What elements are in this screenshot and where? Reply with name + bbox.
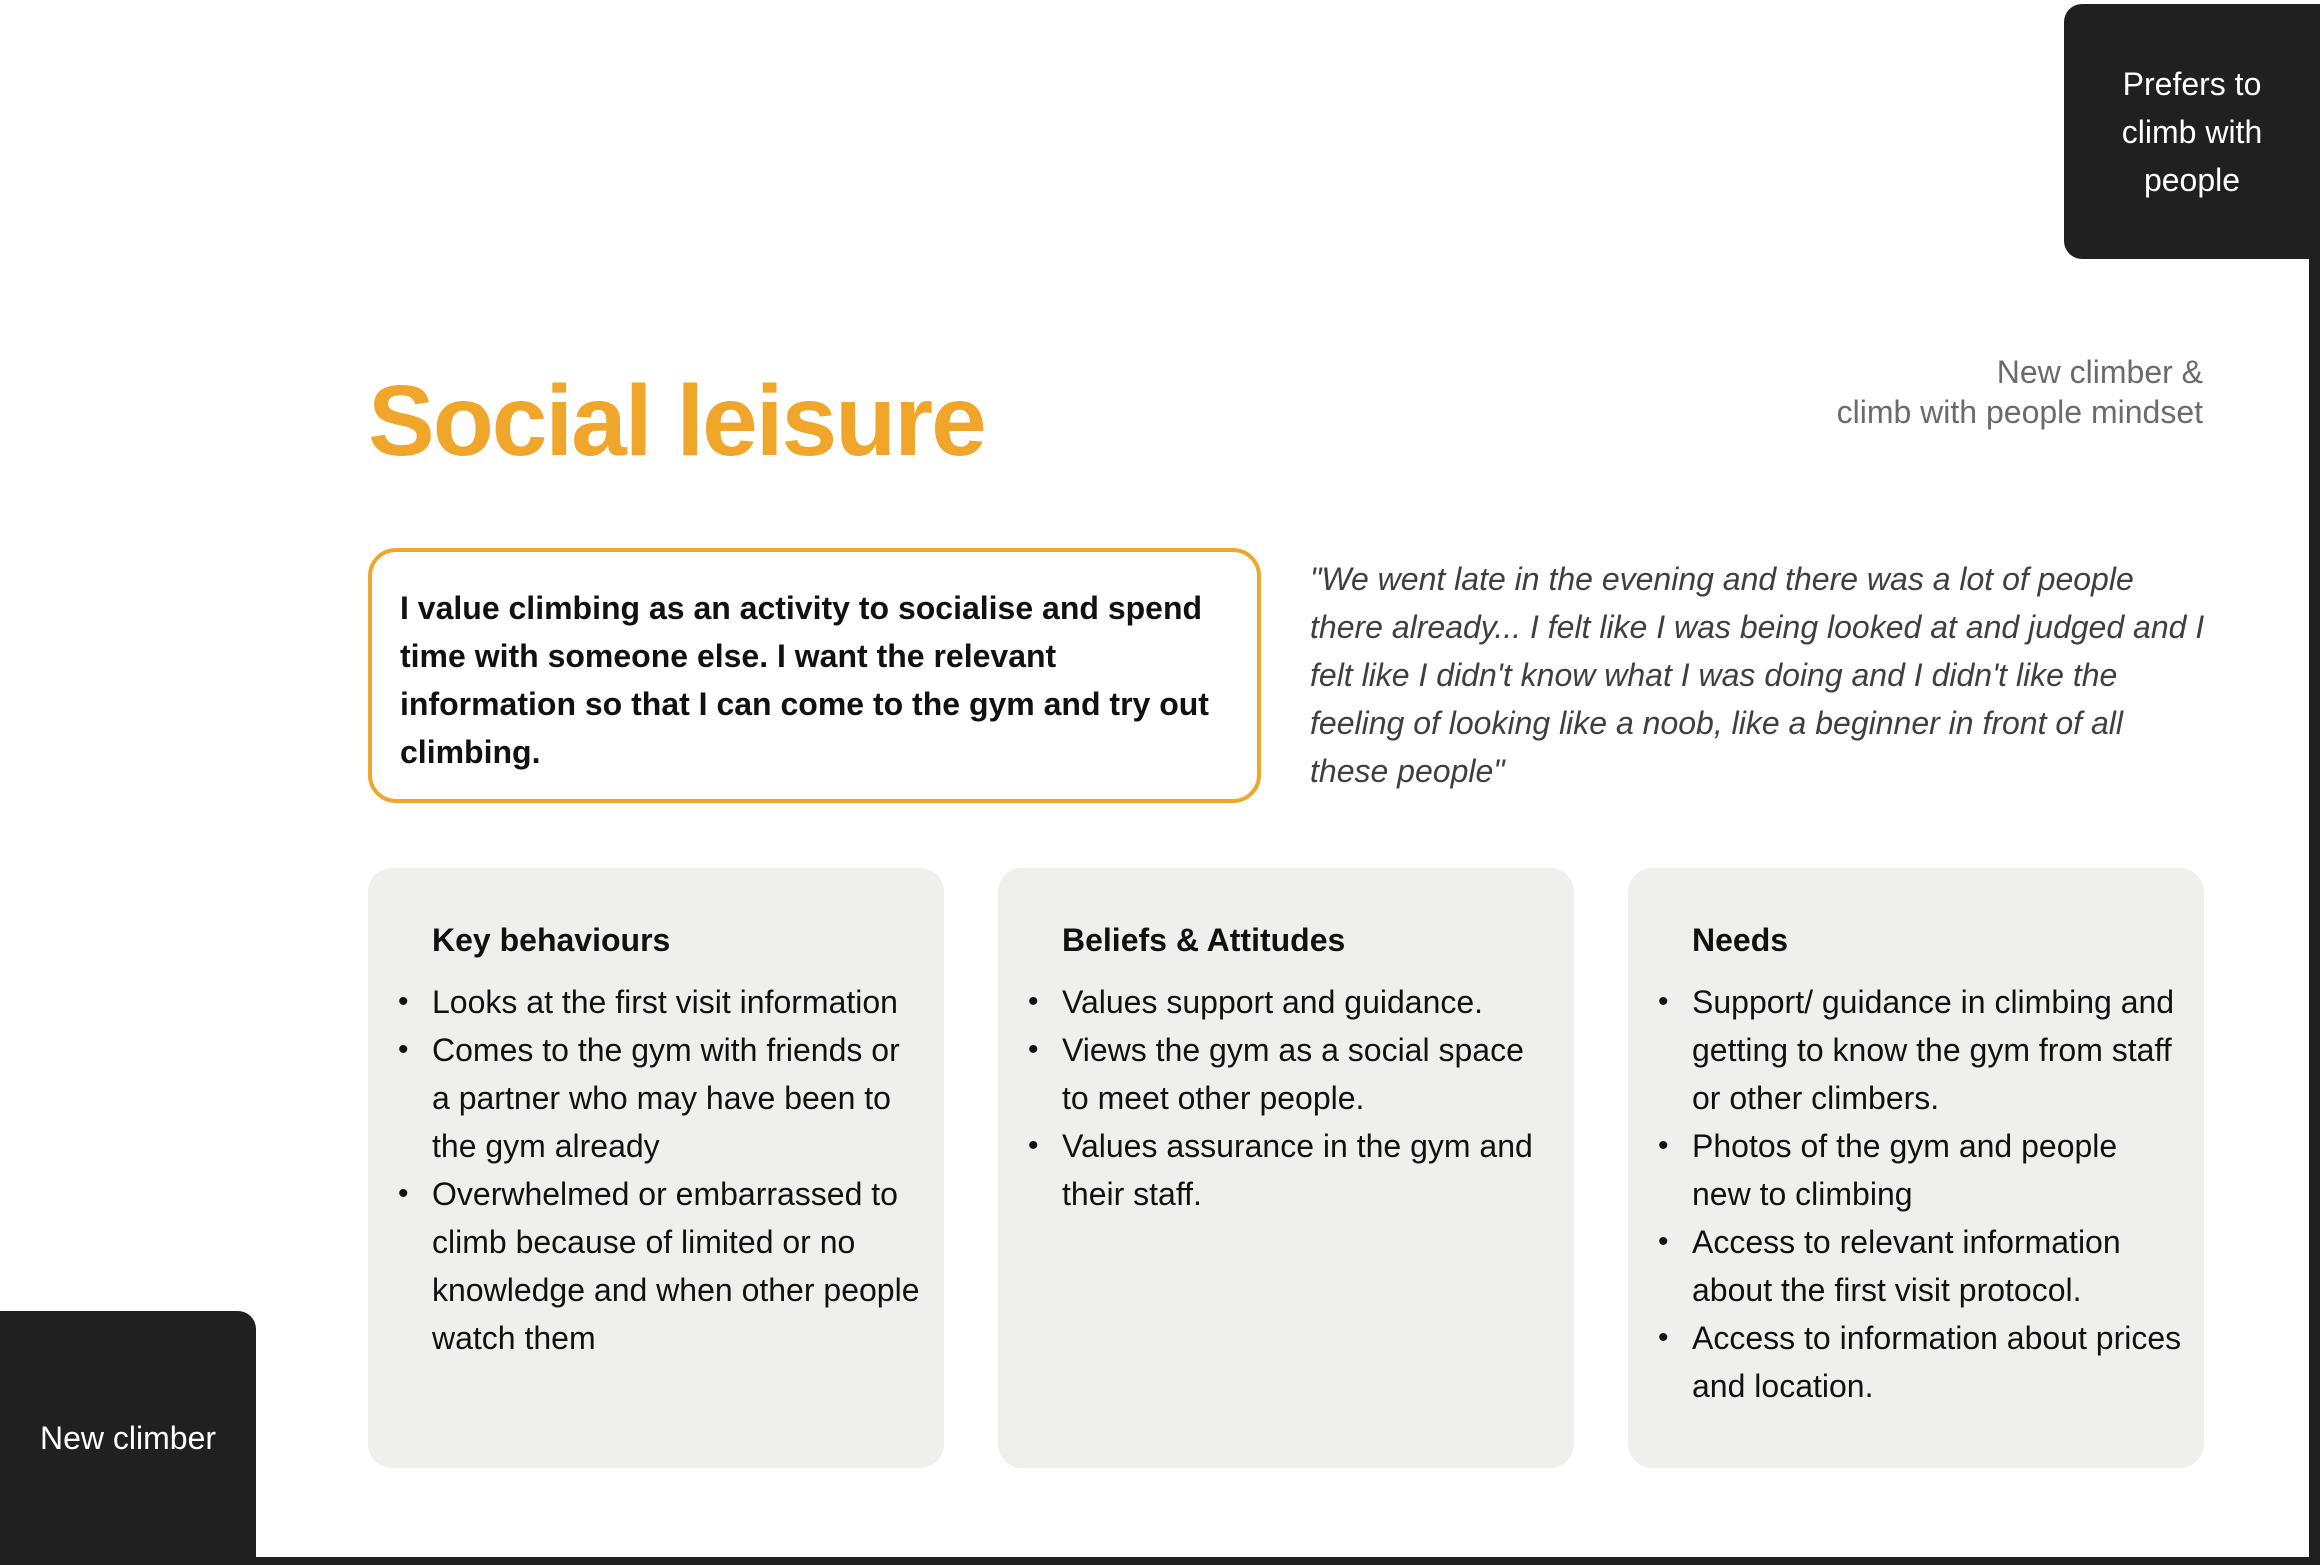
needs-card <box>1628 868 2204 1468</box>
frame-edge-right <box>2309 255 2320 1565</box>
card-heading: Beliefs & Attitudes <box>1062 922 1346 958</box>
persona-statement: I value climbing as an activity to socialise and spend time with someone else. I want the relevant information so that I can come to the gym and try out climbing. <box>368 548 1261 803</box>
list-item: • Values support and guidance. <box>1062 978 1554 1026</box>
card-list <box>1062 978 1554 1218</box>
list-item: • Photos of the gym and people new to climbing <box>1692 1122 2184 1218</box>
list-item: • Values assurance in the gym and their staff. <box>1062 1122 1554 1218</box>
page-title: Social leisure <box>368 365 985 477</box>
mindset-tag-label: Prefers to climb with people <box>2121 65 2263 198</box>
list-item: • Comes to the gym with friends or a partner who may have been to the gym already <box>432 1026 924 1170</box>
persona-type-tag-label: New climber <box>39 1419 217 1456</box>
list-item: • Views the gym as a social space to meet other people. <box>1062 1026 1554 1122</box>
subtitle-line-1: New climber & <box>1996 354 2203 390</box>
list-item: • Looks at the first visit information <box>432 978 924 1026</box>
subtitle-line-2: climb with people mindset <box>1836 394 2203 430</box>
persona-subtitle <box>1643 352 2203 432</box>
card-heading: Needs <box>1692 922 1789 958</box>
mindset-tag <box>2064 4 2320 259</box>
key-behaviours-card <box>368 868 944 1468</box>
frame-edge-bottom <box>250 1557 2320 1565</box>
list-item: • Overwhelmed or embarrassed to climb because of limited or no knowledge and when other people watch them <box>432 1170 924 1362</box>
card-list <box>432 978 924 1362</box>
beliefs-attitudes-card <box>998 868 1574 1468</box>
list-item: • Access to relevant information about the first visit protocol. <box>1692 1218 2184 1314</box>
card-heading: Key behaviours <box>432 922 671 958</box>
list-item: • Support/ guidance in climbing and getting to know the gym from staff or other climbers. <box>1692 978 2184 1122</box>
card-list <box>1692 978 2184 1410</box>
persona-type-tag <box>0 1311 256 1565</box>
user-quote: "We went late in the evening and there was a lot of people there already... I felt like I was being looked at and judged and I felt like I didn't know what I was doing and I didn't like the feeling of looking like a noob, like a beginner in front of all these people" <box>1310 561 2205 789</box>
list-item: • Access to information about prices and location. <box>1692 1314 2184 1410</box>
